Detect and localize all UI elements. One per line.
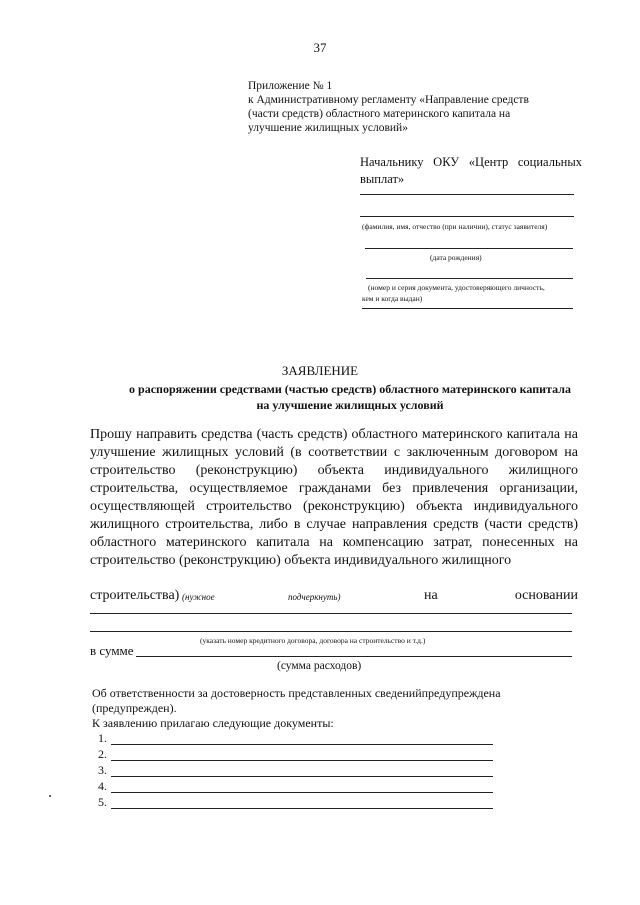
subtitle-line-1: о распоряжении средствами (частью средств) областного материнского капитала	[129, 382, 571, 396]
id-document-caption-2: кем и когда выдан)	[362, 294, 423, 303]
document-subtitle	[60, 381, 640, 413]
basis-line-2	[90, 631, 572, 632]
name-line	[360, 216, 574, 217]
sum-caption: (сумма расходов)	[277, 660, 362, 672]
document-item-line	[111, 776, 493, 777]
addressee-line	[360, 194, 574, 195]
document-item-line	[111, 792, 493, 793]
document-item-line	[111, 808, 493, 809]
sum-label: в сумме	[90, 643, 134, 658]
addressee: Начальнику ОКУ «Центр социальных выплат»	[360, 155, 582, 186]
id-issued-line	[362, 308, 573, 309]
note-underline: подчеркнуть)	[288, 592, 341, 602]
word-osnovanii: основании	[514, 588, 578, 603]
note-needed: (нужное	[182, 592, 215, 602]
appendix-line-1: Приложение № 1	[248, 80, 333, 92]
responsibility-statement: Об ответственности за достоверность представленных сведенийпредупреждена (предупрежден).	[92, 686, 501, 715]
appendix-line-4: улучшение жилищных условий»	[248, 122, 408, 134]
appendix-header	[248, 79, 578, 135]
last-word: строительства)	[90, 588, 180, 603]
document-item-number: 1.	[98, 731, 107, 745]
sum-line	[136, 656, 572, 657]
documents-label: К заявлению прилагаю следующие документы:	[92, 716, 334, 730]
document-item-number: 2.	[98, 747, 107, 761]
word-na: на	[424, 588, 438, 603]
document-title: ЗАЯВЛЕНИЕ	[281, 363, 359, 378]
appendix-line-2: к Административному регламенту «Направление средств	[248, 94, 529, 106]
basis-line-1	[90, 613, 572, 614]
basis-caption: (указать номер кредитного договора, договора на строительство и т.д.)	[200, 636, 426, 645]
scan-speck	[49, 795, 51, 797]
birth-date-caption: (дата рождения)	[430, 253, 482, 262]
document-item-line	[111, 744, 493, 745]
subtitle-line-2: на улучшение жилищных условий	[256, 398, 444, 412]
document-item-line	[111, 760, 493, 761]
document-item-number: 4.	[98, 779, 107, 793]
document-item-number: 3.	[98, 763, 107, 777]
document-item-number: 5.	[98, 795, 107, 809]
id-document-line	[366, 278, 573, 279]
page-number: 37	[313, 40, 327, 55]
birth-date-line	[365, 248, 573, 249]
id-document-caption-1: (номер и серия документа, удостоверяющего личность,	[368, 283, 545, 292]
appendix-line-3: (части средств) областного материнского капитала на	[248, 108, 511, 120]
name-caption: (фамилия, имя, отчество (при наличии), статус заявителя)	[362, 222, 548, 231]
request-last-line	[90, 588, 578, 606]
request-paragraph: Прошу направить средства (часть средств) областного материнского капитала на улучшение жилищных условий (в соответствии с заключенным договором на строительство (реконструкцию) объекта индивидуального жилищного строительства, осуществляемое гражданами без привлечения организации, осуществляющей строительство (реконструкцию) объекта индивидуального жилищного строительства, либо в случае направления средств (части средств) областного материнского капитала на компенсацию затрат, понесенных на строительство (реконструкцию) объекта индивидуального жилищного	[90, 427, 578, 568]
